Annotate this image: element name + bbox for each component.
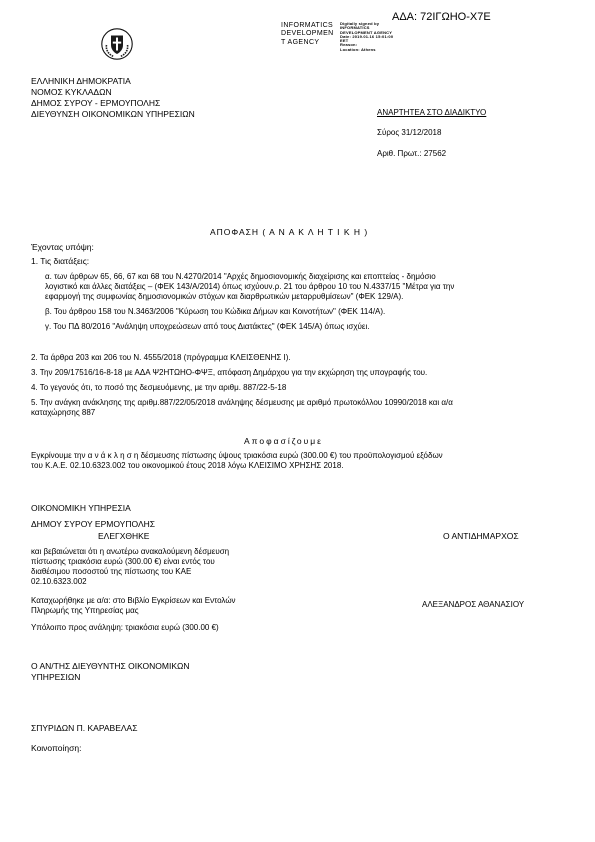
director-name: ΣΠΥΡΙΔΩΝ Π. ΚΑΡΑΒΕΛΑΣ	[31, 723, 138, 733]
shield-icon	[101, 28, 133, 60]
certification-text: και βεβαιώνεται ότι η ανωτέρω ανακαλούμενη δέσμευση πίστωσης τριακόσια ευρώ (300.00 €) είναι εντός του διαθέσιμου ποσοστού της πίστωσης του ΚΑΕ 02.10.6323.002	[31, 547, 230, 586]
item-1b: β. Του άρθρου 158 του Ν.3463/2006 "Κύρωση του Κώδικα Δήμων και Κοινοτήτων" (ΦΕΚ 114/Α).	[45, 307, 386, 316]
decision-text: Εγκρίνουμε την α ν ά κ λ η σ η δέσμευσης πίστωσης ύψους τριακόσια ευρώ (300.00 €) του προϋπολογισμού εξόδων του Κ.Α.Ε. 02.10.6323.002 του οικονομικού έτους 2018 λόγω ΚΛΕΙΣΙΜΟ ΧΡΗΣΗΣ 2018.	[31, 451, 443, 470]
item-4: 4. Το γεγονός ότι, το ποσό της δεσμευόμενης, με την αριθμ. 887/22-5-18	[31, 383, 287, 392]
item-1: 1. Τις διατάξεις:	[31, 256, 90, 266]
agency-mark-main: INFORMATICS DEVELOPMEN T AGENCY	[281, 22, 334, 46]
deputy-mayor-name: ΑΛΕΞΑΝΔΡΟΣ ΑΘΑΝΑΣΙΟΥ	[422, 600, 525, 609]
item-2: 2. Τα άρθρα 203 και 206 του Ν. 4555/2018 (πρόγραμμα ΚΛΕΙΣΘΕΝΗΣ Ι).	[31, 353, 291, 362]
checked-label: ΕΛΕΓΧΘΗΚΕ	[98, 531, 150, 541]
finance-service: ΟΙΚΟΝΟΜΙΚΗ ΥΠΗΡΕΣΙΑ ΔΗΜΟΥ ΣΥΡΟΥ ΕΡΜΟΥΠΟΛΗΣ	[31, 503, 156, 529]
deputy-mayor-title: Ο ΑΝΤΙΔΗΜΑΡΧΟΣ	[443, 531, 519, 541]
notification-label: Κοινοποίηση:	[31, 743, 82, 753]
decision-heading: Αποφασίζουμε	[244, 436, 323, 446]
registration-text: Καταχωρήθηκε με α/α: στο Βιβλίο Εγκρίσεων και Εντολών Πληρωμής της Υπηρεσίας μας	[31, 596, 236, 615]
issuer-header: ΕΛΛΗΝΙΚΗ ΔΗΜΟΚΡΑΤΙΑ ΝΟΜΟΣ ΚΥΚΛΑΔΩΝ ΔΗΜΟΣ ΣΥΡΟΥ - ΕΡΜΟΥΠΟΛΗΣ ΔΙΕΥΘΥΝΣΗ ΟΙΚΟΝΟΜΙΚΩΝ ΥΠΗΡΕΣΙΩΝ	[31, 76, 195, 119]
publish-notice: ΑΝΑΡΤΗΤΕΑ ΣΤΟ ΔΙΑΔΙΚΤΥΟ	[377, 108, 487, 117]
director-title: Ο ΑΝ/ΤΗΣ ΔΙΕΥΘΥΝΤΗΣ ΟΙΚΟΝΟΜΙΚΩΝ ΥΠΗΡΕΣΙΩΝ	[31, 661, 190, 682]
agency-mark-signature-details: Digitally signed by INFORMATICS DEVELOPMENT AGENCY Date: 2019.01.16 15:01:00 EET Reason: Location: Athens	[340, 21, 394, 52]
ada-code: ΑΔΑ: 72ΙΓΩΗΟ-Χ7Ε	[392, 11, 491, 23]
document-title: ΑΠΟΦΑΣΗ ( Α Ν Α Κ Λ Η Τ Ι Κ Η )	[210, 227, 369, 237]
coat-of-arms-emblem	[101, 28, 133, 60]
considering-label: Έχοντας υπόψη:	[31, 242, 94, 252]
document-date: Σύρος 31/12/2018	[377, 128, 442, 137]
item-3: 3. Την 209/17516/16-8-18 με ΑΔΑ Ψ2ΗΤΩΗΟ-ΦΨΞ, απόφαση Δημάρχου για την εκχώρηση της υπογραφής του.	[31, 368, 428, 377]
remaining-amount: Υπόλοιπο προς ανάληψη: τριακόσια ευρώ (300.00 €)	[31, 623, 219, 632]
item-5: 5. Την ανάγκη ανάκλησης της αριθμ.887/22/05/2018 ανάληψης δέσμευσης με αριθμό πρωτοκόλλου 10990/2018 και α/α καταχώρησης 887	[31, 398, 453, 417]
item-1c: γ. Του ΠΔ 80/2016 "Ανάληψη υποχρεώσεων από τους Διατάκτες" (ΦΕΚ 145/Α) όπως ισχύει.	[45, 322, 370, 331]
protocol-number: Αριθ. Πρωτ.: 27562	[377, 149, 447, 158]
item-1a: α. των άρθρων 65, 66, 67 και 68 του Ν.4270/2014 "Αρχές δημοσιονομικής διαχείρισης και εποπτείας - δημόσιο λογιστικό και άλλες διατάξεις – (ΦΕΚ 143/Α/2014) όπως ισχύουν.ρ. 21 του άρθρου 10 του Ν.4337/15 "Μέτρα για την εφαρμογή της συμφωνίας δημοσιονομικών στόχων και διαρθρωτικών μεταρρυθμίσεων" (ΦΕΚ 129/Α).	[45, 272, 455, 301]
